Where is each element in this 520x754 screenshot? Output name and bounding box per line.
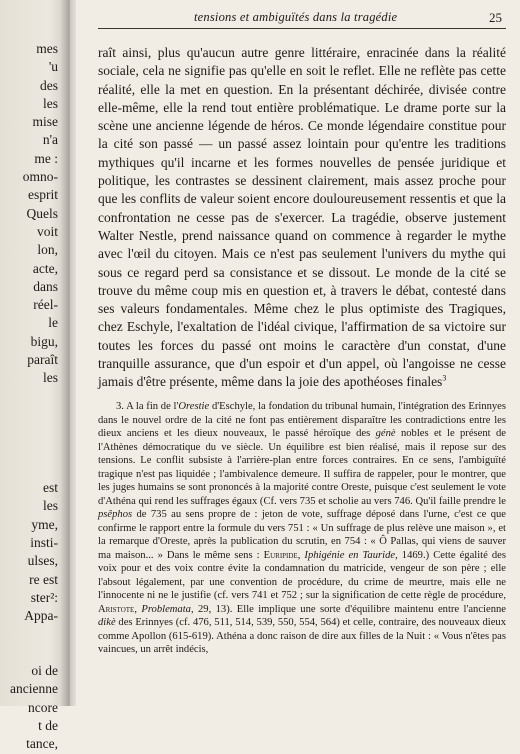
left-page-fragment (0, 461, 58, 479)
left-page-fragment: les (43, 498, 58, 514)
left-page-fragment: les (43, 95, 58, 111)
left-page-fragment: Appa- (24, 608, 58, 624)
footnote-reference: 3 (442, 373, 447, 383)
left-page-fragment: tance, (26, 736, 58, 752)
left-page-fragment: paraît (27, 352, 58, 368)
left-page-fragment: des (40, 77, 58, 93)
left-page-fragment: voit (36, 223, 58, 239)
footnote-paragraph (98, 400, 506, 657)
left-page-fragment: insti- (30, 535, 58, 551)
footnote-text: , 1469.) Cette égalité des voix pour et des voix contre évite la condamnation du matricide, vengeur de son père ; elle l'absout légalement, par une convention de procédure, du crime de meurtre, mais elle ne l'innocente ni ne le justifie (cf. vers 741 et 752 ; sur la signification de cette règle de procédure, (98, 549, 506, 601)
footnote-text: de 735 au sens propre de : jeton de vote, suffrage déposé dans l'urne, c'est ce que confirme le rapport entre la formule du vers 751 : « Un suffrage de plus relève une maison », et la remarque d'Oreste, après la publication du scrutin, en 754 : « Ô Pallas, qui viens de sauver ma maison... » Dans le même sens : (98, 509, 506, 561)
left-page-fragment: t de (38, 717, 58, 733)
body-paragraph (98, 44, 506, 392)
left-page-fragment: yme, (31, 516, 58, 532)
footnote-author-aristote: Aristote (98, 603, 135, 615)
left-page-fragment (0, 388, 58, 406)
left-page-fragment: ster²: (30, 589, 58, 605)
left-page-fragment: 'u (48, 59, 58, 75)
left-page-fragment (0, 424, 58, 442)
left-page-fragment: mise (32, 114, 58, 130)
left-page-fragment: les (43, 370, 58, 386)
left-page-fragment: lon, (37, 242, 58, 258)
right-page (76, 0, 520, 706)
left-page-fragment (0, 626, 58, 644)
left-page-fragment (0, 406, 58, 424)
body-paragraph-block (98, 44, 506, 392)
left-page-fragment: Quels (26, 205, 58, 221)
left-page-fragment: ncore (28, 699, 58, 715)
body-paragraph-text: raît ainsi, plus qu'aucun autre genre littéraire, enracinée dans la réalité sociale, cela ne signifie pas qu'elle en soit le reflet. Elle ne reflète pas cette réalité, elle la met en question. En la présentant déchirée, divisée contre elle-même, elle la rend tout entière problématique. Le drame porte sur la scène une ancienne légende de héros. Ce monde légendaire constitue pour la cité son passé — un passé assez lointain pour qu'entre les traditions mythiques qu'il incarne et les formes nouvelles de pensée juridique et politique, les contrastes se dessinent clairement, mais assez proche pour que les conflits de valeur soient encore douloureusement ressentis et que la confrontation ne cesse pas de s'exercer. La tragédie, observe justement Walter Nestle, prend naissance quand on commence à regarder le mythe avec l'œil du citoyen. Mais ce n'est pas seulement l'univers du mythe qui sous ce regard perd sa consistance et se dissout. Le monde de la cité se trouve du même coup mis en question et, à travers le débat, contesté dans ses valeurs fondamentales. Même chez le plus optimiste des Tragiques, chez Eschyle, l'exaltation de l'idéal civique, l'affirmation de sa victoire sur toutes les forces du passé ont moins le caractère d'un constat, d'une tranquille assurance, que d'un espoir et d'un appel, où l'angoisse ne cesse jamais d'être présente, même dans la joie des apothéoses finales (98, 45, 506, 390)
footnote-term-gene: génè (375, 428, 396, 439)
left-page-fragment: re est (29, 571, 58, 587)
footnote-text: d'Eschyle, la fondation du tribunal humain, l'intégration des Erinnyes dans le nouvel ordre de la cité ne font pas entièrement disparaître les contradictions entre les dieux anciens et les dieux nouveaux, le passé héroïque des (98, 401, 506, 439)
page-number: 25 (489, 10, 502, 25)
footnote-text: , (297, 549, 305, 561)
left-page-fragment: le (48, 315, 58, 331)
running-head-title: tensions et ambiguïtés dans la tragédie (194, 10, 398, 24)
book-fold-shadow (60, 0, 76, 706)
left-page-fragment: ancienne (10, 681, 58, 697)
left-page-fragment: acte, (32, 260, 58, 276)
footnote-text: , 29, 13). Elle implique une sorte d'équilibre maintenu entre l'ancienne (190, 603, 507, 615)
left-page-fragment: esprit (28, 187, 58, 203)
left-page-fragment: me : (34, 150, 58, 166)
footnote-title-iphigenie: Iphigénie en Tauride (304, 549, 396, 561)
footnote-text: nobles et le présent de l'Athènes démocratique du ve siècle. Un équilibre est bien réalisé, mais il repose sur des tensions. Le conflit subsiste à l'arrière-plan entre forces contraires. En ce sens, l'ambiguïté tragique n'est pas liquidée ; l'ambivalence demeure. Il suffira de rappeler, pour le montrer, que les juges humains se sont prononcés à la majorité contre Oreste, puisque c'est seulement le vote d'Athéna qui rend les suffrages égaux (Cf. vers 735 et scholie au vers 746. Qu'il faille prendre le (98, 428, 506, 507)
left-page-text-fragments (0, 40, 58, 754)
left-page-fragment: dans (33, 278, 58, 294)
left-page-fragment: ulses, (27, 553, 58, 569)
left-page-fragment: oi de (31, 663, 58, 679)
left-page-fragment: n'a (42, 132, 58, 148)
footnote-title-orestie: Orestie (178, 401, 210, 412)
footnote-author-euripide: Euripide (263, 549, 298, 561)
footnote-term-psephos: psêphos (98, 509, 133, 520)
footnote-title-problemata: Problemata (141, 603, 191, 615)
footnote (98, 400, 506, 657)
left-page-fragment (0, 644, 58, 662)
footnote-term-dike: dikè (98, 617, 116, 628)
left-page-fragment (0, 443, 58, 461)
footnote-text: 3. A la fin de l' (116, 401, 179, 412)
footnote-text: des Erinnyes (cf. 476, 511, 514, 539, 550, 554, 564) et celle, contraire, des nouveaux dieux comme Apollon (615-619). Athéna a donc raison de dire aux filles de la Nuit : « Vous n'êtes pas vaincues, un arrêt indécis, (98, 617, 506, 655)
running-head (98, 8, 506, 29)
left-page-fragment: mes (36, 41, 58, 56)
left-page-fragment: est (43, 480, 58, 496)
footnote-text: , (134, 603, 142, 615)
left-page-fragment: bigu, (30, 333, 58, 349)
left-page-fragment: réel- (33, 297, 58, 313)
left-page-fragment: omno- (22, 169, 58, 185)
